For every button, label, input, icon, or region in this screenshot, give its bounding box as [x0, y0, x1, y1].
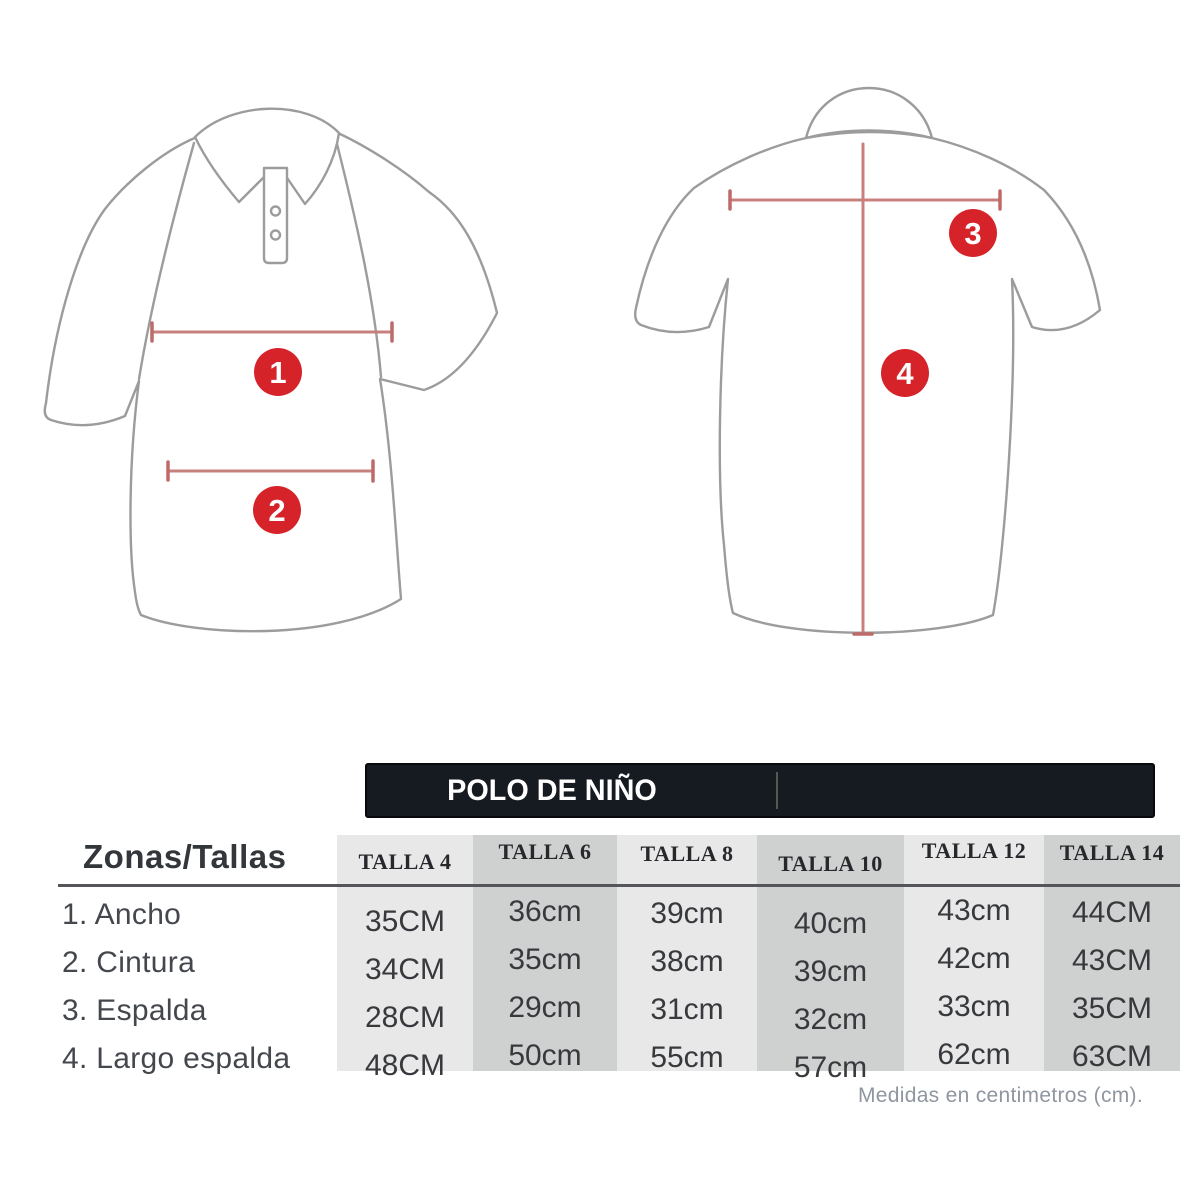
column-header-talla-14: TALLA 14 — [1059, 840, 1165, 865]
back-collar — [806, 88, 932, 138]
column-header-talla-12: TALLA 12 — [921, 838, 1027, 863]
value-talla6-largo: 50cm — [508, 1039, 582, 1072]
marker-1-ancho — [254, 348, 302, 396]
value-talla10-ancho: 40cm — [793, 907, 868, 940]
column-header-talla-4: TALLA 4 — [358, 849, 452, 874]
value-talla12-ancho: 43cm — [937, 894, 1011, 927]
value-talla14-ancho: 44CM — [1071, 896, 1153, 929]
size-column-talla-8 — [617, 835, 757, 1074]
size-column-talla-14 — [1044, 835, 1180, 1071]
value-talla8-espalda: 31cm — [650, 993, 724, 1026]
marker-3-espalda — [949, 209, 997, 257]
value-talla8-cintura: 38cm — [650, 945, 724, 978]
value-talla4-largo: 48CM — [364, 1049, 446, 1082]
value-talla14-espalda: 35CM — [1071, 992, 1153, 1025]
row-label-espalda: 3. Espalda — [62, 994, 207, 1027]
value-talla10-espalda: 32cm — [793, 1003, 868, 1036]
value-talla14-largo: 63CM — [1071, 1040, 1153, 1073]
value-talla4-cintura: 34CM — [364, 953, 446, 986]
column-header-talla-10: TALLA 10 — [778, 851, 883, 876]
value-talla8-largo: 55cm — [650, 1041, 724, 1074]
size-column-talla-10 — [757, 835, 904, 1084]
value-talla12-cintura: 42cm — [937, 942, 1011, 975]
table-header-rule — [58, 884, 1180, 887]
value-talla6-cintura: 35cm — [508, 943, 582, 976]
value-talla4-espalda: 28CM — [364, 1001, 446, 1034]
value-talla6-espalda: 29cm — [508, 991, 582, 1024]
value-talla12-largo: 62cm — [937, 1038, 1011, 1071]
marker-4-largo-espalda — [881, 349, 929, 397]
table-title-bar — [365, 763, 1155, 818]
units-footnote: Medidas en centimetros (cm). — [858, 1084, 1143, 1107]
value-talla14-cintura: 43CM — [1071, 944, 1153, 977]
back-shirt-body — [635, 132, 1100, 633]
marker-2-cintura — [253, 486, 301, 534]
back-shirt-diagram — [620, 80, 1120, 680]
size-column-talla-6 — [473, 835, 617, 1071]
front-button-top — [271, 207, 280, 216]
marker-1-number: 1 — [269, 354, 287, 390]
row-label-largo-espalda: 4. Largo espalda — [62, 1042, 291, 1075]
table-corner-label: Zonas/Tallas — [83, 838, 287, 875]
marker-3-number: 3 — [964, 215, 982, 251]
title-bar-divider — [776, 772, 778, 809]
table-title: POLO DE NIÑO — [447, 773, 657, 807]
value-talla12-espalda: 33cm — [937, 990, 1011, 1023]
size-column-talla-4 — [337, 835, 473, 1082]
marker-2-number: 2 — [268, 492, 286, 528]
front-button-bottom — [271, 231, 280, 240]
row-label-cintura: 2. Cintura — [62, 946, 196, 979]
marker-4-number: 4 — [896, 355, 914, 391]
value-talla4-ancho: 35CM — [364, 905, 446, 938]
column-header-talla-6: TALLA 6 — [498, 839, 592, 864]
row-label-ancho: 1. Ancho — [62, 898, 182, 931]
value-talla8-ancho: 39cm — [650, 897, 724, 930]
value-talla10-largo: 57cm — [793, 1051, 868, 1084]
column-header-talla-8: TALLA 8 — [640, 841, 734, 866]
value-talla6-ancho: 36cm — [508, 895, 582, 928]
size-column-talla-12 — [904, 835, 1044, 1071]
value-talla10-cintura: 39cm — [793, 955, 868, 988]
